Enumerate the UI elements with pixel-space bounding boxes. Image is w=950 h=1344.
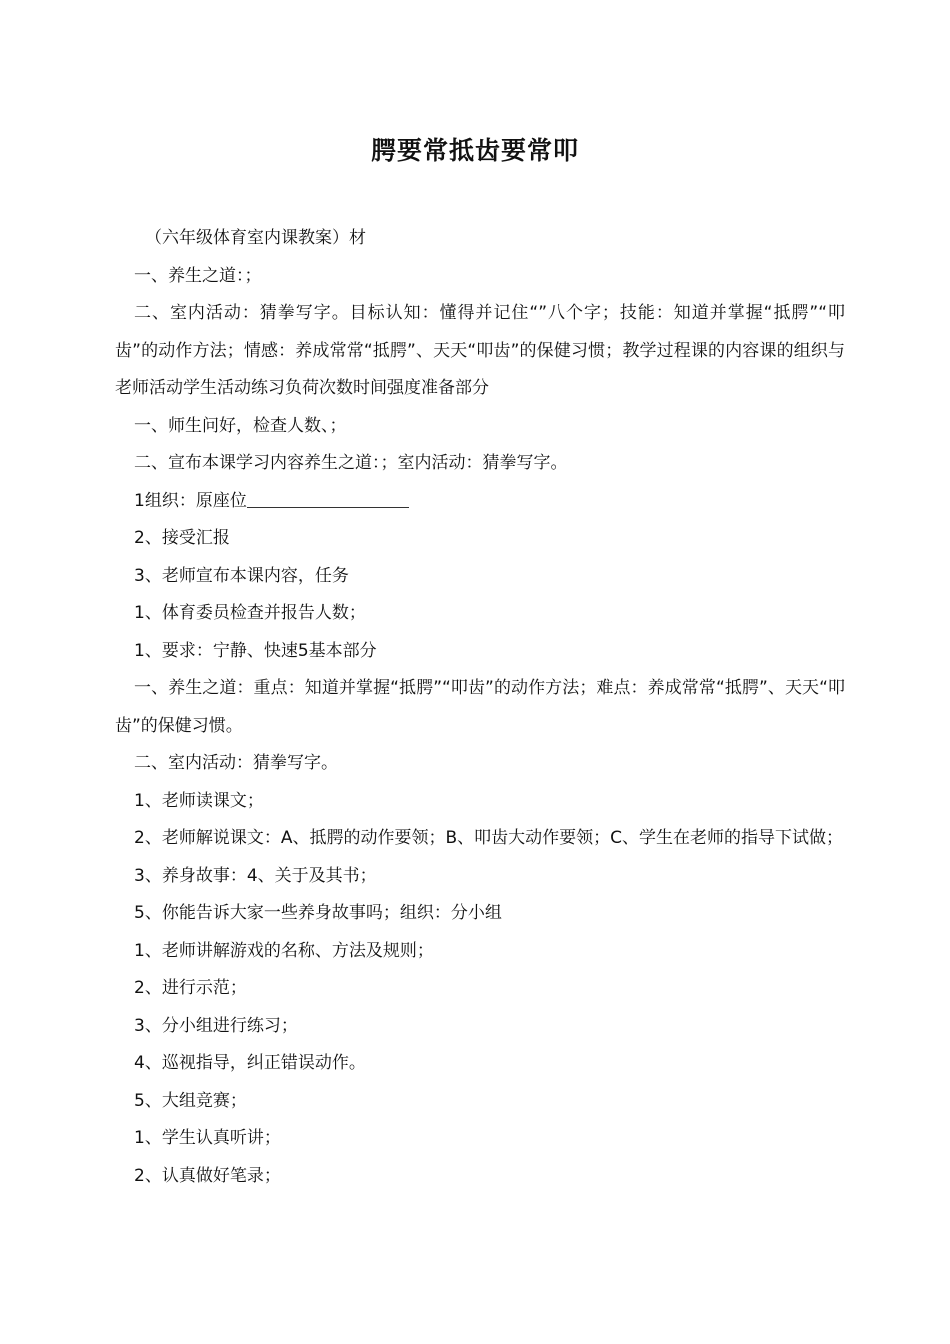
paragraph-17: 2、进行示范；: [134, 978, 247, 998]
paragraph-6: 2、接受汇报: [134, 528, 230, 548]
document-title: 腭要常抵齿要常叩: [370, 136, 579, 165]
paragraph-14: 3、养身故事：4、关于及其书；: [134, 865, 377, 886]
paragraph-22: 2、认真做好笔录；: [134, 1165, 281, 1186]
paragraph-11: 二、室内活动：猜拳写字。: [134, 753, 338, 773]
fill-in-blank: [247, 489, 409, 508]
paragraph-3: 一、师生问好，检查人数、；: [134, 415, 347, 436]
paragraph-4: 二、宣布本课学习内容养生之道：；室内活动：猜拳写字。: [134, 453, 568, 473]
paragraph-18: 3、分小组进行练习；: [134, 1015, 298, 1036]
paragraph-9: 1、要求：宁静、快速5基本部分: [134, 640, 377, 661]
paragraph-19: 4、巡视指导，纠正错误动作。: [134, 1053, 366, 1073]
paragraph-20: 5、大组竞赛；: [134, 1090, 247, 1111]
paragraph-15: 5、你能告诉大家一些养身故事吗；组织：分小组: [134, 903, 502, 923]
document-body: [115, 220, 845, 1195]
paragraph-10: 一、养生之道：重点：知道并掌握“抵腭”“叩齿”的动作方法；难点：养成常常“抵腭”、天天“叩齿”的保健习惯。: [115, 678, 845, 736]
paragraph-13: 2、老师解说课文：A、抵腭的动作要领；B、叩齿大动作要领；C、学生在老师的指导下试做；: [134, 828, 843, 848]
paragraph-5: [115, 483, 845, 521]
paragraph-16: 1、老师讲解游戏的名称、方法及规则；: [134, 940, 434, 961]
paragraph-7: 3、老师宣布本课内容，任务: [134, 565, 349, 586]
paragraph-5-text: 1组织：原座位: [134, 490, 247, 511]
paragraph-12: 1、老师读课文；: [134, 790, 264, 811]
paragraph-subtitle: （六年级体育室内课教案）材: [145, 228, 366, 248]
paragraph-2: 二、室内活动：猜拳写字。目标认知：懂得并记住“”八个字；技能：知道并掌握“抵腭”“叩齿”的动作方法；情感：养成常常“抵腭”、天天“叩齿”的保健习惯；教学过程课的内容课的组织与老师活动学生活动练习负荷次数时间强度准备部分: [115, 303, 845, 398]
paragraph-8: 1、体育委员检查并报告人数；: [134, 603, 366, 623]
paragraph-21: 1、学生认真听讲；: [134, 1128, 281, 1148]
paragraph-1: 一、养生之道：；: [134, 265, 262, 286]
